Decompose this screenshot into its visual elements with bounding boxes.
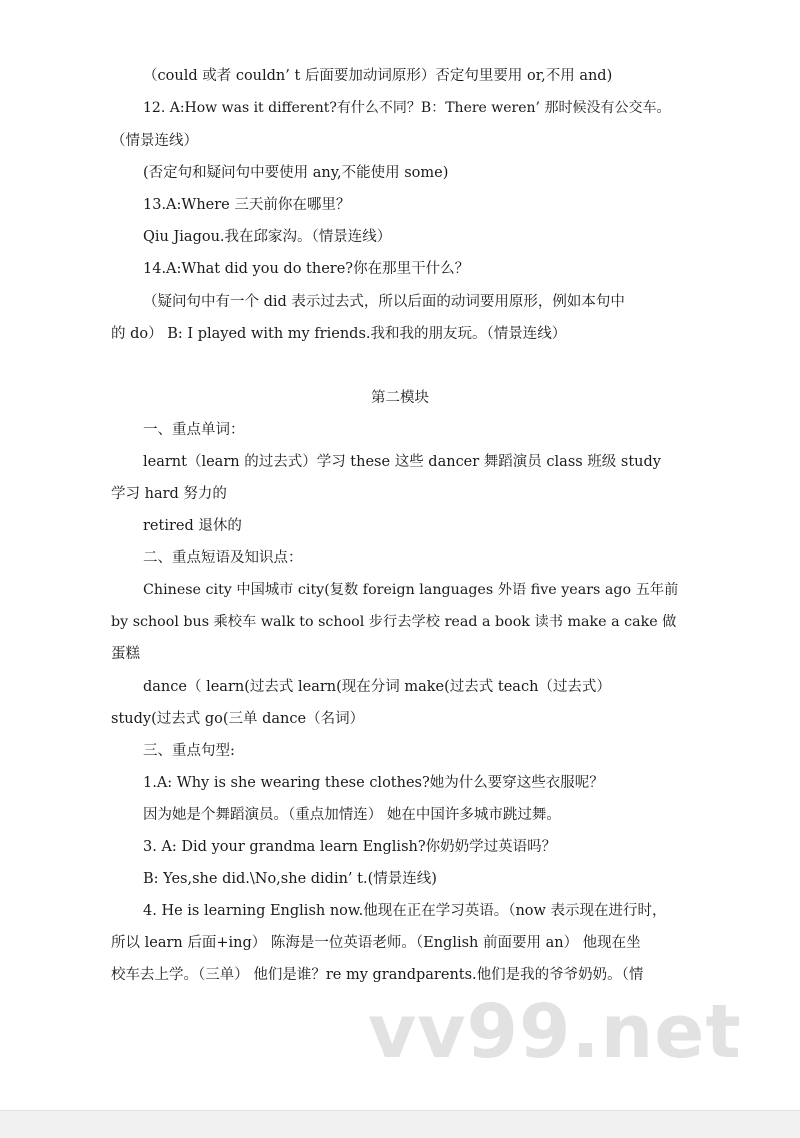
text-line: Chinese city 中国城市 city(复数 foreign languages 外语 five years ago 五年前 xyxy=(143,582,679,598)
text-line: 校车去上学。（三单） 他们是谁？re my grandparents.他们是我的爷爷奶奶。（情 xyxy=(111,967,644,983)
text-line: by school bus 乘校车 walk to school 步行去学校 read a book 读书 make a cake 做 xyxy=(111,614,677,630)
text-line: 所以 learn 后面+ing） 陈海是一位英语老师。（English 前面要用 an） 他现在坐 xyxy=(111,935,641,951)
text-line: 学习 hard 努力的 xyxy=(111,486,227,502)
text-line: dance（ learn(过去式 learn(现在分词 make(过去式 teach（过去式） xyxy=(143,679,611,695)
text-line: 12. A:How was it different?有什么不同？B：There weren’ 那时候没有公交车。 xyxy=(143,100,671,116)
text-line: study(过去式 go(三单 dance（名词） xyxy=(111,711,365,727)
text-line: learnt（learn 的过去式）学习 these 这些 dancer 舞蹈演员 class 班级 study xyxy=(143,454,661,470)
text-line: 蛋糕 xyxy=(111,646,140,662)
section-title: 第二模块 xyxy=(371,390,429,406)
text-line: 3. A: Did your grandma learn English?你奶奶学过英语吗？ xyxy=(143,839,557,855)
text-line: Qiu Jiagou.我在邱家沟。（情景连线） xyxy=(143,229,392,245)
text-line: 的 do） B: I played with my friends.我和我的朋友玩。（情景连线） xyxy=(111,326,567,342)
section-heading: 一、重点单词： xyxy=(143,422,245,438)
text-line: （could 或者 couldn’ t 后面要加动词原形）否定句里要用 or,不用 and) xyxy=(143,68,613,84)
text-line: （情景连线） xyxy=(111,133,198,149)
text-line: (否定句和疑问句中要使用 any,不能使用 some) xyxy=(143,165,449,181)
text-line: 14.A:What did you do there?你在那里干什么？ xyxy=(143,261,470,277)
text-line: 1.A: Why is she wearing these clothes?她为什么要穿这些衣服呢？ xyxy=(143,775,604,791)
text-line: （疑问句中有一个 did 表示过去式，所以后面的动词要用原形，例如本句中 xyxy=(143,294,625,310)
text-line: 13.A:Where 三天前你在哪里？ xyxy=(143,197,351,213)
page-footer-bar xyxy=(0,1110,800,1138)
text-line: retired 退休的 xyxy=(143,518,242,534)
text-line: 4. He is learning English now.他现在正在学习英语。（now 表示现在进行时， xyxy=(143,903,667,919)
section-heading: 二、重点短语及知识点： xyxy=(143,550,303,566)
text-line: B: Yes,she did.\No,she didin’ t.(情景连线) xyxy=(143,871,437,887)
text-line: 因为她是个舞蹈演员。（重点加情连） 她在中国许多城市跳过舞。 xyxy=(143,807,561,823)
watermark: vv99.net xyxy=(368,989,742,1075)
section-heading: 三、重点句型: xyxy=(143,743,235,759)
